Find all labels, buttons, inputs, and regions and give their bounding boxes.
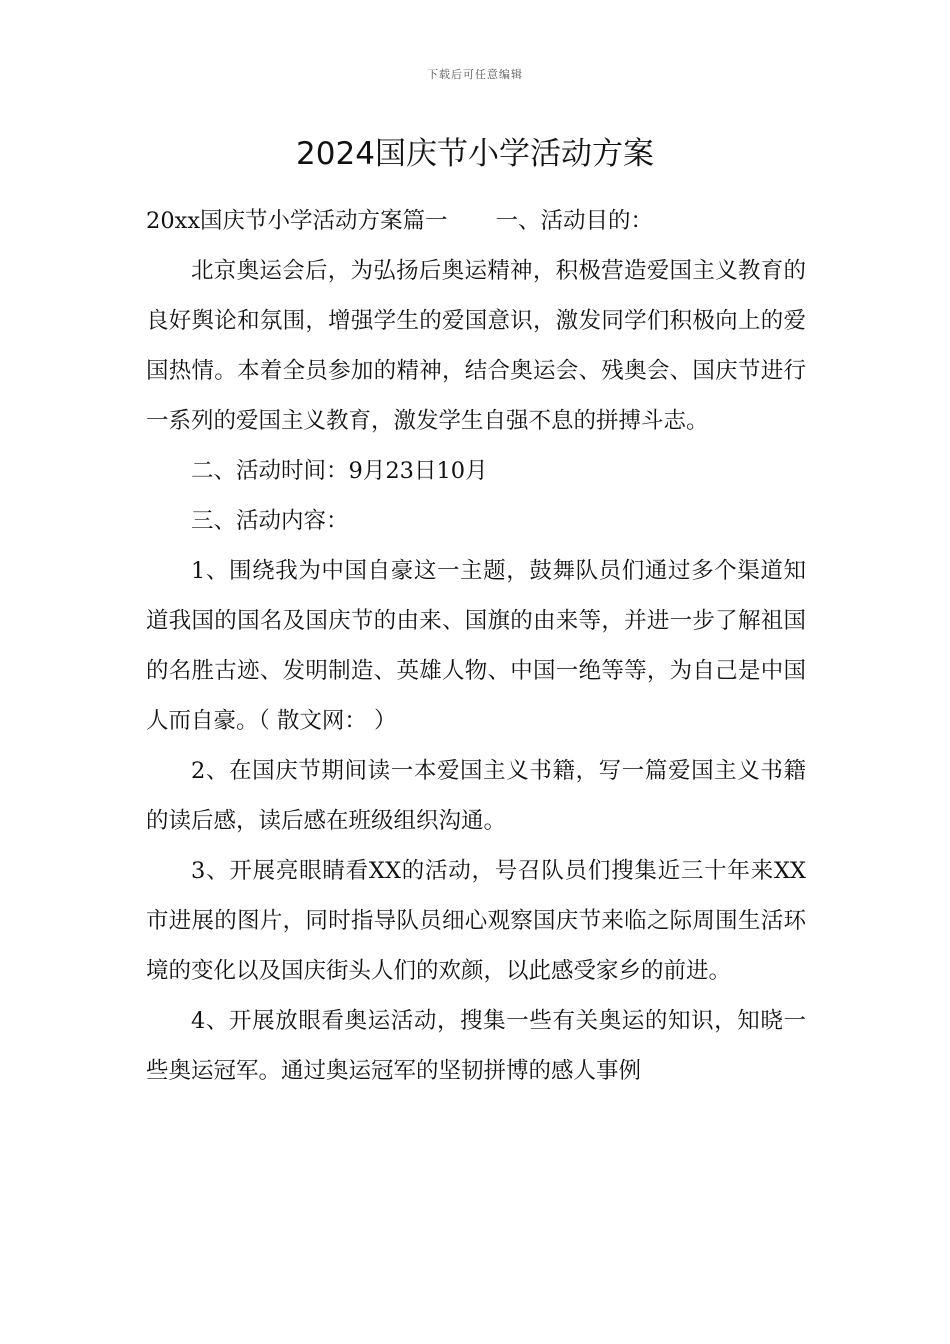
paragraph-purpose: 北京奥运会后，为弘扬后奥运精神，积极营造爱国主义教育的良好舆论和氛围，增强学生的爱国意识，激发同学们积极向上的爱国热情。本着全员参加的精神，结合奥运会、残奥会、国庆节进行一系列的爱国主义教育，激发学生自强不息的拼搏斗志。 bbox=[146, 258, 806, 434]
document-title: 2024国庆节小学活动方案 bbox=[296, 136, 654, 172]
paragraph-item-1: 1、围绕我为中国自豪这一主题，鼓舞队员们通过多个渠道知道我国的国名及国庆节的由来、国旗的由来等，并进一步了解祖国的名胜古迹、发明制造、英雄人物、中国一绝等等，为自己是中国人而自豪。（ 散文网： ） bbox=[146, 558, 806, 734]
section-heading-time: 二、活动时间：9月23日10月 bbox=[191, 458, 488, 484]
paragraph-item-3: 3、开展亮眼睛看XX的活动，号召队员们搜集近三十年来XX市进展的图片，同时指导队员细心观察国庆节来临之际周围生活环境的变化以及国庆街头人们的欢颜，以此感受家乡的前进。 bbox=[146, 858, 806, 984]
section-heading-content: 三、活动内容： bbox=[191, 508, 349, 534]
document-body bbox=[146, 196, 806, 1096]
paragraph-item-4: 4、开展放眼看奥运活动，搜集一些有关奥运的知识，知晓一些奥运冠军。通过奥运冠军的坚韧拼博的感人事例 bbox=[146, 1008, 806, 1084]
header-note: 下载后可任意编辑 bbox=[427, 68, 523, 81]
section-heading-purpose: 一、活动目的： bbox=[495, 208, 654, 234]
paragraph-item-2: 2、在国庆节期间读一本爱国主义书籍，写一篇爱国主义书籍的读后感，读后感在班级组织沟通。 bbox=[146, 758, 806, 834]
intro-line bbox=[146, 196, 806, 246]
intro-subtitle: 20xx国庆节小学活动方案篇一 bbox=[146, 208, 448, 234]
